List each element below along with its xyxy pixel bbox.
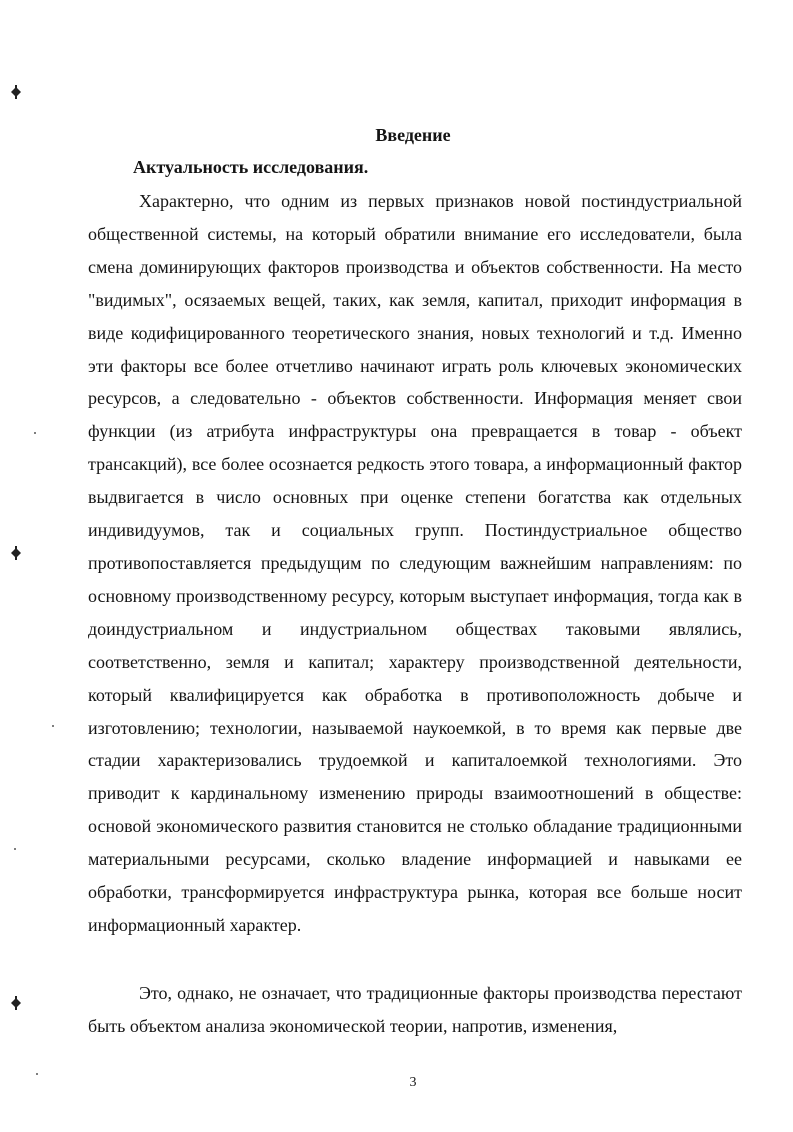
page-number: 3 — [409, 1075, 417, 1090]
binder-hole-mark-icon — [8, 545, 24, 561]
binder-hole-mark-icon — [8, 84, 24, 100]
scan-speck — [52, 725, 54, 727]
paragraph-text: Характерно, что одним из первых признаков новой постиндустриальной общественной системы, на который обратили внимание его исследователи, была смена доминирующих факторов производства и объектов собственности. На место "видимых", осязаемых вещей, таких, как земля, капитал, приходит информация в виде кодифицированного теоретического знания, новых технологий и т.д. Именно эти факторы все более отчетливо начинают играть роль ключевых экономических ресурсов, а следовательно - объектов собственности. Информация меняет свои функции (из атрибута инфраструктуры она превращается в товар - объект трансакций), все более осознается редкость этого товара, а информационный фактор выдвигается в число основных при оценке степени богатства как отдельных индивидуумов, так и социальных групп. Постиндустриальное общество противопоставляется предыдущим по следующим важнейшим направлениям: по основному производственному ресурсу, которым выступает информация, тогда как в доиндустриальном и индустриальном обществах таковыми являлись, соответственно, земля и капитал; характеру производственной деятельности, который квалифицируется как обработка в противоположность добыче и изготовлению; технологии, называемой наукоемкой, в то время как первые две стадии характеризовались трудоемкой и капиталоемкой технологиями. Это приводит к кардинальному изменению природы взаимоотношений в обществе: основой экономического развития становится не столько обладание традиционными материальными ресурсами, сколько владение информацией и навыками ее обработки, трансформируется инфраструктура рынка, которая все больше носит информационный характер. — [88, 191, 742, 935]
binder-hole-mark-icon — [8, 995, 24, 1011]
body-paragraph-1 — [88, 185, 742, 942]
body-paragraph-2 — [88, 977, 742, 1043]
scan-speck — [36, 1073, 38, 1075]
page-title: Введение — [375, 125, 451, 145]
paragraph-text: Это, однако, не означает, что традиционные факторы производства перестают быть объектом анализа экономической теории, напротив, изменения, — [88, 983, 742, 1036]
section-subheading: Актуальность исследования. — [133, 157, 369, 177]
scan-speck — [34, 432, 36, 434]
scan-speck — [14, 848, 16, 850]
